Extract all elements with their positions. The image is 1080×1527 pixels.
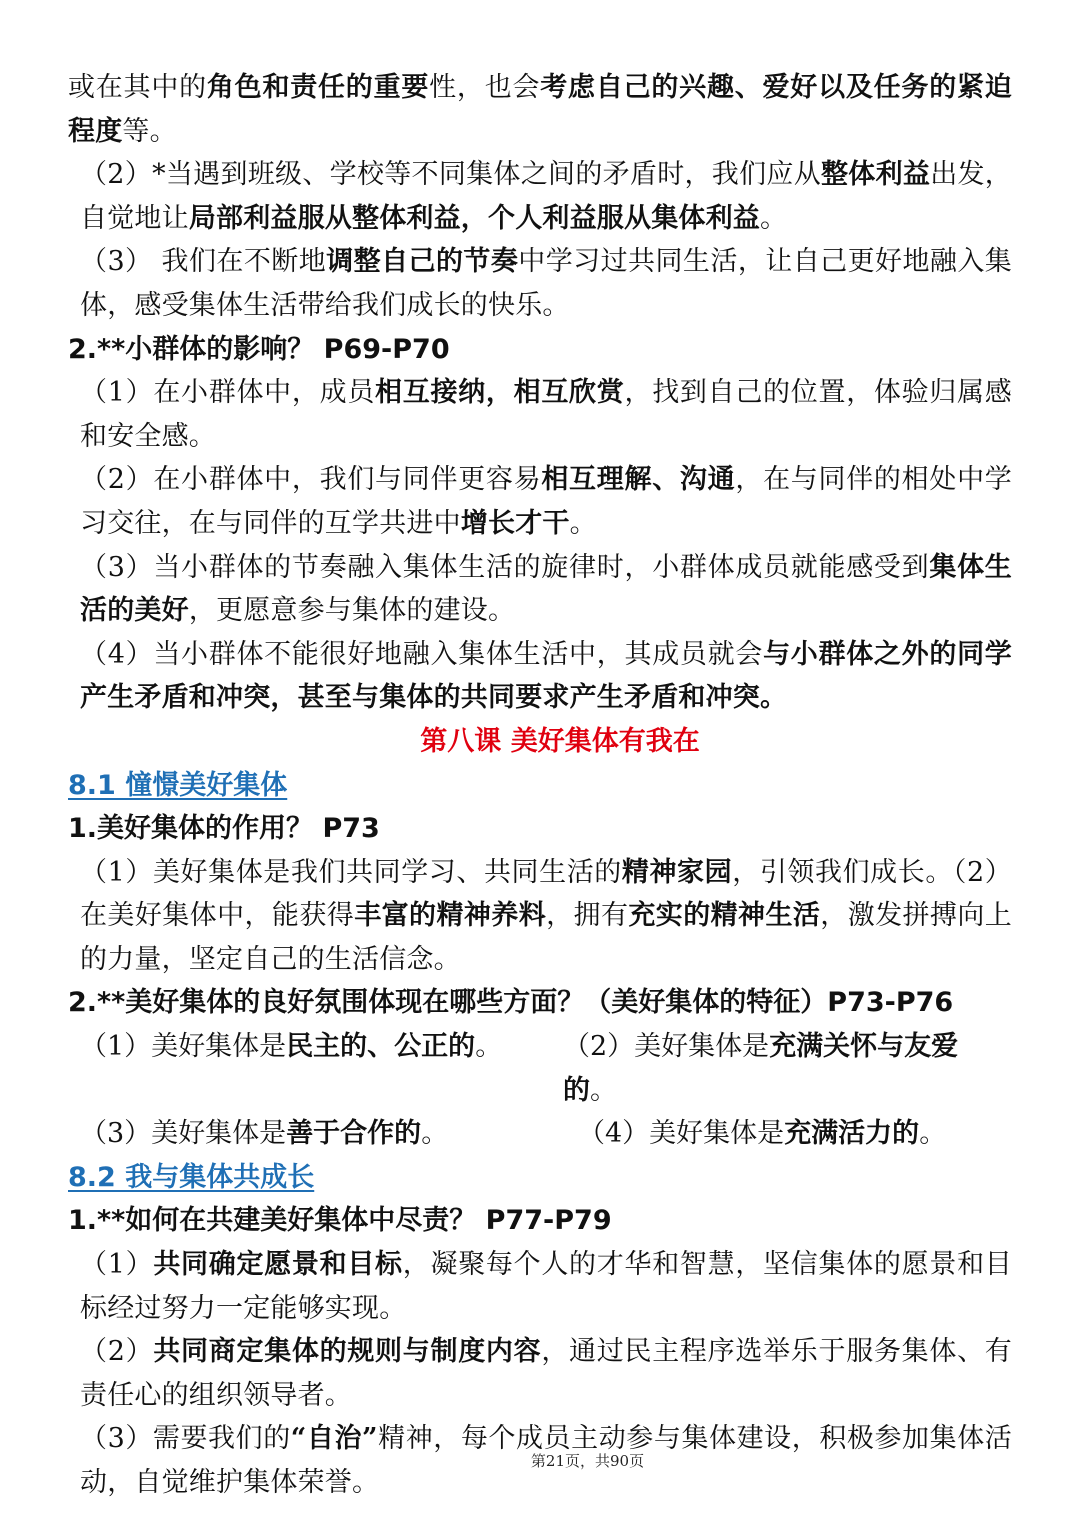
build-collective-item-1: （1）共同确定愿景和目标，凝聚每个人的才华和智慧，坚信集体的愿景和目标经过努力一定能够实现。 — [80, 1249, 1012, 1324]
small-group-item-3: （3）当小群体的节奏融入集体生活的旋律时，小群体成员就能感受到集体生活的美好，更愿意参与集体的建设。 — [80, 551, 1012, 627]
lesson-title: 第八课 美好集体有我在 — [420, 725, 700, 757]
small-group-item-1: （1）在小群体中，成员相互接纳，相互欣赏，找到自己的位置，体验归属感和安全感。 — [80, 377, 1012, 452]
good-collective-role-body: （1）美好集体是我们共同学习、共同生活的精神家园，引领我们成长。（2）在美好集体中，能获得丰富的精神养料，拥有充实的精神生活，激发拼搏向上的力量，坚定自己的生活信念。 — [80, 856, 1013, 975]
build-collective-item-2: （2）共同商定集体的规则与制度内容，通过民主程序选举乐于服务集体、有责任心的组织领导者。 — [80, 1336, 1012, 1411]
question-good-collective-role: 1.美好集体的作用？ P73 — [68, 813, 380, 845]
small-group-item-2: （2）在小群体中，我们与同伴更容易相互理解、沟通，在与同伴的相处中学习交往，在与同伴的互学共进中增长才干。 — [80, 464, 1012, 539]
section-heading-8-1[interactable]: 8.1 憧憬美好集体 — [68, 769, 288, 801]
feature-item: （2）美好集体是充满关怀与友爱的。 — [563, 1031, 959, 1106]
feature-item: （3）美好集体是善于合作的。 — [80, 1118, 449, 1150]
features-row-1 — [68, 1025, 1012, 1112]
small-group-item-4: （4）当小群体不能很好地融入集体生活中，其成员就会与小群体之外的同学产生矛盾和冲突，甚至与集体的共同要求产生矛盾和冲突。 — [80, 638, 1012, 714]
feature-item: （1）美好集体是民主的、公正的。 — [80, 1031, 503, 1063]
features-row-2 — [68, 1112, 1012, 1156]
page-number-footer: 第21页，共90页 — [530, 1452, 645, 1470]
paragraph-rhythm: （3） 我们在不断地调整自己的节奏中学习过共同生活，让自己更好地融入集体，感受集体生活带给我们成长的快乐。 — [80, 246, 1012, 321]
section-heading-8-2[interactable]: 8.2 我与集体共成长 — [68, 1161, 315, 1193]
question-small-group: 2.**小群体的影响？ P69-P70 — [68, 333, 450, 365]
question-build-collective: 1.**如何在共建美好集体中尽责？ P77-P79 — [68, 1205, 612, 1237]
question-good-atmosphere: 2.**美好集体的良好氛围体现在哪些方面？（美好集体的特征）P73-P76 — [68, 987, 954, 1019]
paragraph-conflict: （2）*当遇到班级、学校等不同集体之间的矛盾时，我们应从整体利益出发，自觉地让局部利益服从整体利益，个人利益服从集体利益。 — [80, 159, 1012, 234]
paragraph-roles: 或在其中的角色和责任的重要性，也会考虑自己的兴趣、爱好以及任务的紧迫程度等。 — [68, 72, 1012, 147]
feature-item: （4）美好集体是充满活力的。 — [578, 1118, 947, 1150]
build-collective-item-3: （3）需要我们的“自治”精神，每个成员主动参与集体建设，积极参加集体活动，自觉维护集体荣誉。 — [80, 1423, 1012, 1498]
